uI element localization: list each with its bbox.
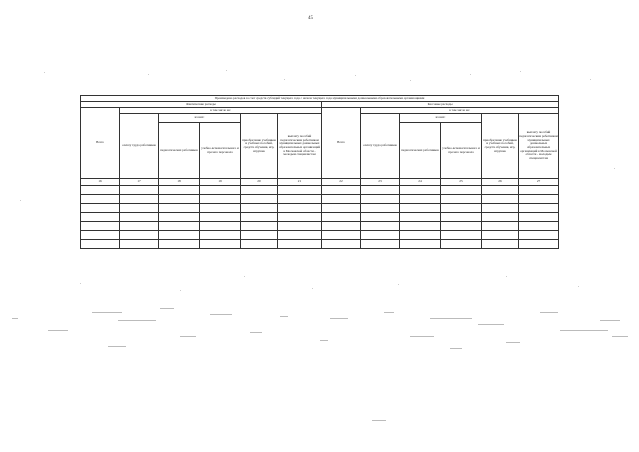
table-cell (278, 231, 322, 240)
table-cell (120, 213, 159, 222)
table-cell (278, 204, 322, 213)
table-cell (200, 240, 241, 249)
column-number: 27 (519, 179, 559, 186)
page-number: 45 (308, 16, 313, 21)
table-cell (322, 231, 361, 240)
including-header-cash: в том числе на: (361, 108, 559, 114)
column-number: 22 (322, 179, 361, 186)
table-cell (482, 213, 519, 222)
column-number: 24 (400, 179, 441, 186)
table-cell (241, 195, 278, 204)
table-cell (519, 186, 559, 195)
iz-nih-header-fact: из них: (159, 114, 241, 123)
table-cell (361, 186, 400, 195)
table-cell (519, 213, 559, 222)
table-cell (519, 231, 559, 240)
column-number: 26 (482, 179, 519, 186)
table-cell (200, 204, 241, 213)
column-number: 18 (159, 179, 200, 186)
including-header-fact: в том числе на: (120, 108, 322, 114)
table-cell (278, 213, 322, 222)
table-cell (322, 222, 361, 231)
header-purchase-cash: приобретение учебников и учебных пособий, средств обучения, игр, игрушек (482, 114, 519, 179)
header-uvp-fact: учебно-вспомогательного и прочего персонала (200, 123, 241, 179)
table-cell (81, 231, 120, 240)
table-cell (200, 222, 241, 231)
table-cell (361, 204, 400, 213)
table-cell (400, 195, 441, 204)
table-cell (482, 204, 519, 213)
table-cell (482, 240, 519, 249)
column-number: 19 (200, 179, 241, 186)
table-cell (322, 240, 361, 249)
table-cell (159, 195, 200, 204)
header-ped-cash: педагогических работников (400, 123, 441, 179)
table-cell (159, 204, 200, 213)
header-total-cash: Всего (322, 108, 361, 179)
table-cell (81, 195, 120, 204)
table-cell (519, 195, 559, 204)
table-row (81, 204, 559, 213)
cash-expenses-header: Кассовые расходы (322, 102, 559, 108)
table-cell (159, 186, 200, 195)
table-cell (441, 222, 482, 231)
table-cell (120, 204, 159, 213)
table-cell (322, 204, 361, 213)
table-cell (361, 222, 400, 231)
table-cell (400, 240, 441, 249)
table-cell (120, 222, 159, 231)
table-cell (400, 186, 441, 195)
table-cell (200, 231, 241, 240)
header-total-fact: Всего (81, 108, 120, 179)
header-purchase-fact: приобретение учебников и учебных пособий, средств обучения, игр, игрушек (241, 114, 278, 179)
table-cell (400, 204, 441, 213)
fact-expenses-header: Фактические расходы (81, 102, 322, 108)
table-cell (322, 186, 361, 195)
table-cell (482, 231, 519, 240)
table-cell (81, 240, 120, 249)
table-cell (241, 222, 278, 231)
column-number: 16 (81, 179, 120, 186)
table-cell (120, 231, 159, 240)
table-cell (200, 195, 241, 204)
column-number: 23 (361, 179, 400, 186)
table-cell (441, 204, 482, 213)
table-cell (519, 240, 559, 249)
table-cell (278, 222, 322, 231)
column-number: 25 (441, 179, 482, 186)
table-cell (361, 231, 400, 240)
header-benefits-cash: выплату пособий педагогическим работникам муниципальных дошкольных образовательных организаций в Московской области - молодым специалистам (519, 114, 559, 179)
table-cell (400, 231, 441, 240)
table-row (81, 213, 559, 222)
table-cell (441, 240, 482, 249)
table-cell (400, 222, 441, 231)
table-cell (200, 186, 241, 195)
table-cell (159, 231, 200, 240)
table-cell (200, 213, 241, 222)
header-ped-fact: педагогических работников (159, 123, 200, 179)
table-cell (361, 195, 400, 204)
table-cell (120, 186, 159, 195)
header-benefits-fact: выплату пособий педагогическим работникам муниципальных дошкольных образовательных организаций в Московской области - молодым специалистам (278, 114, 322, 179)
header-uvp-cash: учебно-вспомогательного и прочего персонала (441, 123, 482, 179)
header-wages-cash: оплату труда работников (361, 114, 400, 179)
table-cell (120, 195, 159, 204)
table-cell (519, 204, 559, 213)
table-cell (441, 186, 482, 195)
table-cell (482, 222, 519, 231)
table-cell (241, 240, 278, 249)
column-number: 20 (241, 179, 278, 186)
table-cell (241, 186, 278, 195)
column-number: 21 (278, 179, 322, 186)
table-row (81, 186, 559, 195)
table-cell (159, 213, 200, 222)
table-cell (482, 195, 519, 204)
table-cell (241, 204, 278, 213)
table-cell (278, 195, 322, 204)
table-cell (81, 186, 120, 195)
iz-nih-header-cash: из них: (400, 114, 482, 123)
table-cell (278, 186, 322, 195)
report-sheet (80, 95, 558, 243)
table-cell (159, 222, 200, 231)
table-cell (81, 213, 120, 222)
table-cell (482, 186, 519, 195)
header-wages-fact: оплату труда работников (120, 114, 159, 179)
table-cell (81, 204, 120, 213)
table-cell (361, 213, 400, 222)
table-title: Произведено расходов за счет средств субсидий текущего года с начала текущего года муниципальными дошкольными образовательными организациями (81, 96, 559, 102)
column-number: 17 (120, 179, 159, 186)
table-row (81, 240, 559, 249)
table-cell (241, 231, 278, 240)
table-cell (519, 222, 559, 231)
table-cell (322, 213, 361, 222)
table-row (81, 222, 559, 231)
expenses-table (80, 95, 559, 249)
table-cell (278, 240, 322, 249)
column-numbers-row (81, 179, 559, 186)
table-cell (441, 231, 482, 240)
table-cell (120, 240, 159, 249)
table-cell (241, 213, 278, 222)
table-cell (400, 213, 441, 222)
table-cell (361, 240, 400, 249)
table-cell (322, 195, 361, 204)
table-cell (441, 213, 482, 222)
table-cell (81, 222, 120, 231)
table-row (81, 231, 559, 240)
table-cell (159, 240, 200, 249)
table-cell (441, 195, 482, 204)
table-row (81, 195, 559, 204)
